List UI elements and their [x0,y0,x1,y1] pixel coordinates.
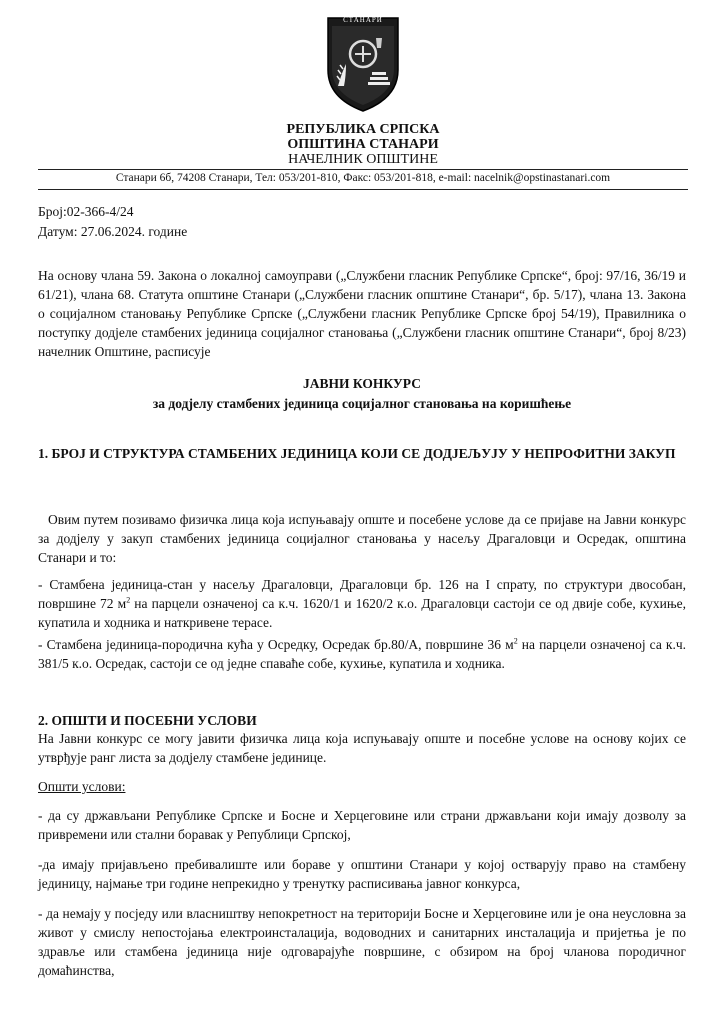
crest-emblem [324,14,402,114]
item2-text-b: на парцели означеној са к.ч. 381/5 к.о. Осредак, састоји се од једне спаваће собе, кухиње, купатила и ходника. [38,637,686,671]
preamble-text: На основу члана 59. Закона о локалној самоуправи („Службени гласник Републике Српске“, број: 97/16, 36/19 и 61/21), члана 68. Статута општине Станари („Службени гласник општине Станари“, бр. 5/17), члана 13. Закона о социјалном становању Републике Српске („Службени гласник Републике Српске број 54/19), Правилника о поступку додјеле стамбених јединица социјалног становања („Службени гласник општине Станари“, број 8/23) начелник Општине, расписује [38,268,686,359]
document-date: Датум: 27.06.2024. године [38,224,188,239]
header-municipality: ОПШТИНА СТАНАРИ [287,137,439,152]
header-divider-bottom [38,189,688,190]
section2-heading: 2. ОПШТИ И ПОСЕБНИ УСЛОВИ [38,713,257,728]
item1-superscript: 2 [126,595,131,605]
document-subtitle: за додјелу стамбених јединица социјалног становања на коришћење [152,396,572,411]
condition-2: -да имају пријављено пребивалиште или бораве у општини Станари у којој остварују право на стамбену јединицу, најмање три године непрекидно у тренутку расписивања јавног конкурса, [38,857,686,891]
section1-intro: Овим путем позивамо физичка лица која испуњавају опште и посебене услове да се пријаве на Јавни конкурс за додјелу у закуп стамбених јединица социјалног становања у насељу Драгаловци и Осредак, општина Станари и то: [38,512,686,565]
document-title: ЈАВНИ КОНКУРС [303,376,421,391]
item1-text-b: на парцели означеној са к.ч. 1620/1 и 1620/2 к.о. Драгаловци састоји се од двије собе, кухиње, купатила и ходника и наткривене терасе. [38,596,687,630]
crest-label: СТАНАРИ [343,16,383,24]
section2-intro: На Јавни конкурс се могу јавити физичка лица која испуњавају опште и посебне услове на основу којих се утврђује ранг листа за додјелу стамбене јединице. [38,731,686,765]
item2-text-a: - Стамбена јединица-породична кућа у Осредку, Осредак бр.80/А, површине 36 м [38,637,514,652]
municipality-crest [324,14,402,114]
item1-text-a: - Стамбена јединица-стан у насељу Драгаловци, Драгаловци бр. 126 на I спрату, по структури двособан, површине 72 м [38,577,686,611]
header-divider-top [38,169,688,170]
header-republic: РЕПУБЛИКА СРПСКА [286,122,440,137]
condition-3: - да немају у посједу или власништву непокретност на територији Босне и Херцеговине или је она неусловна за живот у смислу непостојања електроинсталација, водоводних и санитарних инсталација и пријетња је по здравље или стамбена јединица није одговарајуће површине, с обзиром на број чланова породичног домаћинства, [38,906,686,978]
item2-superscript: 2 [513,636,518,646]
general-conditions-label: Општи услови: [38,779,126,794]
document-number: Број:02-366-4/24 [38,204,134,219]
condition-1: - да су држављани Републике Српске и Босне и Херцеговине или страни држављани који имају дозволу за привремени или стални боравак у Републици Српској, [38,808,686,842]
header-contact: Станари 6б, 74208 Станари, Тел: 053/201-810, Факс: 053/201-818, e-mail: nacelnik@opstinastanari.com [115,172,611,184]
section1-heading: 1. БРОЈ И СТРУКТУРА СТАМБЕНИХ ЈЕДИНИЦА КОЈИ СЕ ДОДЈЕЉУЈУ У НЕПРОФИТНИ ЗАКУП [38,446,676,461]
section1-item-2 [38,635,686,673]
section1-item-1 [38,575,686,632]
header-office: НАЧЕЛНИК ОПШТИНЕ [288,152,438,167]
preamble [38,266,686,361]
